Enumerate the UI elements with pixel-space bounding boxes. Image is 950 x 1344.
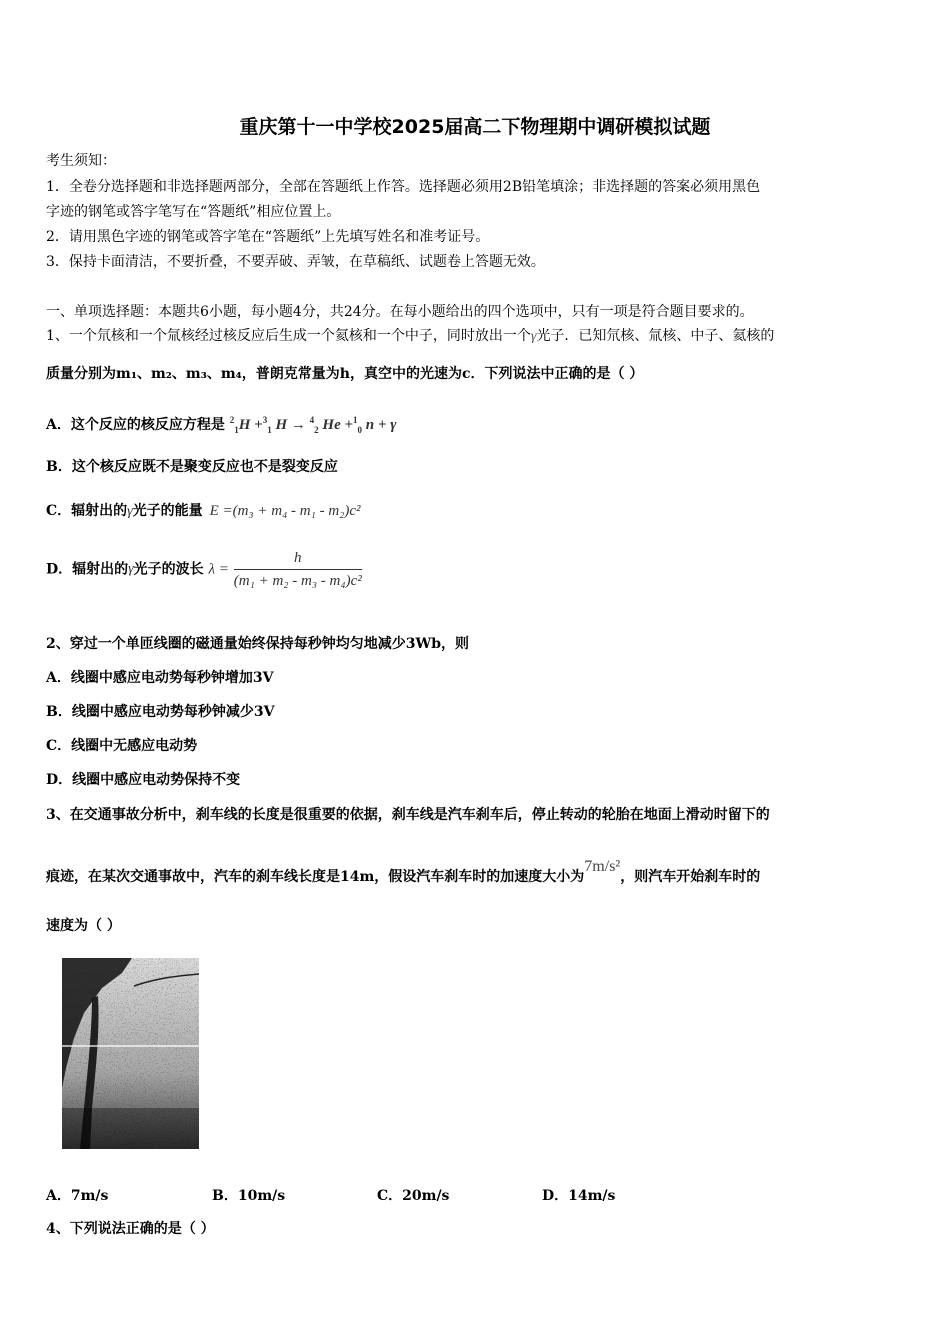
- q1-option-b: B．这个核反应既不是聚变反应也不是裂变反应: [46, 459, 338, 475]
- notice-line-1: 1．全卷分选择题和非选择题两部分，全部在答题纸上作答。选择题必须用2B铅笔填涂；非选择题的答案必须用黑色: [46, 179, 761, 195]
- q3-accel: 7m/s²: [584, 858, 621, 875]
- q3-stem-line-3: 速度为（ ）: [46, 918, 121, 934]
- q1-stem-line-1: [46, 326, 774, 347]
- q3-stem-line-2: [46, 858, 761, 887]
- gamma-symbol: γ: [127, 504, 133, 519]
- q1-option-d-fraction: [234, 548, 362, 591]
- q2-option-c: C．线圈中无感应电动势: [46, 738, 198, 754]
- q2-stem: 2、穿过一个单匝线圈的磁通量始终保持每秒钟均匀地减少3Wb，则: [46, 636, 469, 652]
- q3-stem-b2: ，则汽车开始刹车时的: [620, 869, 761, 885]
- q1-option-c-text: C．辐射出的: [46, 503, 128, 519]
- q3-option-b: B．10m/s: [212, 1188, 286, 1204]
- q3-option-d: D．14m/s: [542, 1188, 616, 1204]
- q1-option-d-text-2: 光子的波长: [133, 561, 204, 578]
- q1-option-d-text: D．辐射出的: [46, 561, 129, 578]
- notice-line-2: 2．请用黑色字迹的钢笔或答字笔在“答题纸”上先填写姓名和准考证号。: [46, 229, 490, 245]
- fraction-numerator: h: [234, 548, 362, 570]
- q1-option-c: [46, 501, 361, 522]
- q1-option-a-text: A．这个反应的核反应方程是: [46, 417, 225, 433]
- page-title: 重庆第十一中学校2025届高二下物理期中调研模拟试题: [239, 116, 711, 138]
- fraction-denominator: (m₁ + m₂ - m₃ - m₄)c²: [233, 573, 362, 589]
- q1-stem-a: 1、一个氘核和一个氚核经过核反应后生成一个氦核和一个中子，同时放出一个: [46, 328, 531, 344]
- q3-stem-b1: 痕迹，在某次交通事故中，汽车的刹车线长度是14m，假设汽车刹车时的加速度大小为: [46, 869, 585, 885]
- q1-option-c-text-2: 光子的能量: [132, 503, 203, 519]
- q4-stem: 4、下列说法正确的是（ ）: [46, 1221, 215, 1237]
- q1-stem-line-2: 质量分别为m₁、m₂、m₃、m₄，普朗克常量为h，真空中的光速为c．下列说法中正确的是（ ）: [46, 366, 644, 382]
- notice-line-3: 3．保持卡面清洁，不要折叠，不要弄破、弄皱，在草稿纸、试题卷上答题无效。: [46, 254, 545, 270]
- q2-option-a: A．线圈中感应电动势每秒钟增加3V: [46, 670, 274, 686]
- skid-mark-photo: [62, 958, 199, 1149]
- section-heading: 一、单项选择题：本题共6小题，每小题4分，共24分。在每小题给出的四个选项中，只有一项是符合题目要求的。: [46, 304, 754, 320]
- q3-option-c: C．20m/s: [377, 1188, 450, 1204]
- q2-option-d: D．线圈中感应电动势保持不变: [46, 772, 241, 788]
- q1-option-a-equation: $^2_1$H +$^3_1$ H → $^4_2$ He +$^1_0$ n + γ: [229, 415, 397, 435]
- q1-stem-b: 光子．已知氘核、氚核、中子、氦核的: [536, 328, 775, 344]
- q1-option-c-equation: E =(m₃ + m₄ - m₁ - m₂)c²: [209, 503, 361, 519]
- q1-option-a: [46, 410, 396, 440]
- q3-stem-line-1: 3、在交通事故分析中，刹车线的长度是很重要的依据，刹车线是汽车刹车后，停止转动的轮胎在地面上滑动时留下的: [46, 807, 770, 823]
- gamma-symbol: γ: [530, 329, 537, 344]
- notice-heading: 考生须知：: [46, 153, 116, 169]
- q1-option-d-lhs: λ =: [208, 561, 229, 578]
- q1-option-d: [46, 548, 362, 591]
- q3-option-a: A．7m/s: [46, 1188, 109, 1204]
- q2-option-b: B．线圈中感应电动势每秒钟减少3V: [46, 704, 275, 720]
- gamma-symbol: γ: [128, 561, 134, 577]
- notice-line-1-cont: 字迹的钢笔或答字笔写在“答题纸”相应位置上。: [46, 204, 341, 220]
